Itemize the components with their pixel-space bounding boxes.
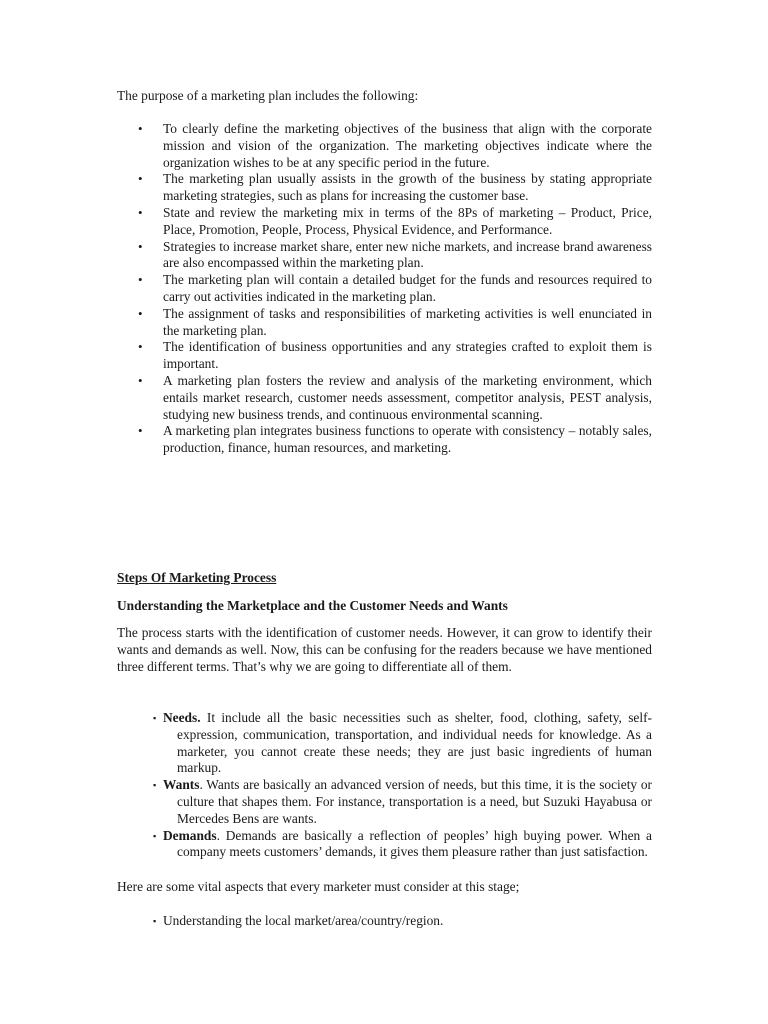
bullet-icon: • <box>138 305 143 321</box>
intro-text: The purpose of a marketing plan includes the following: <box>117 88 419 103</box>
list-item: • A marketing plan integrates business functions to operate with consistency – notably sales, production, finance, human resources, and marketing. <box>138 423 652 456</box>
square-bullet-icon: ▪ <box>153 830 157 841</box>
bullet-icon: • <box>138 423 143 439</box>
list-item: • A marketing plan fosters the review and analysis of the marketing environment, which entails market research, customer needs assessment, competitor analysis, PEST analysis, studying new business trends, and continuous environmental scanning. <box>138 372 652 422</box>
list-item: • The identification of business opportunities and any strategies crafted to exploit them is important. <box>138 339 652 372</box>
list-item: • To clearly define the marketing objectives of the business that align with the corporate mission and vision of the organization. The marketing objectives indicate where the organization wishes to be at any specific period in the future. <box>138 121 652 170</box>
purpose-list <box>138 121 652 457</box>
list-item: • State and review the marketing mix in terms of the 8Ps of marketing – Product, Price, Place, Promotion, People, Process, Physical Evidence, and Performance. <box>138 204 652 237</box>
bullet-icon: • <box>138 339 143 355</box>
square-bullet-icon: ▪ <box>153 713 157 723</box>
square-bullet-icon: ▪ <box>153 780 157 791</box>
term-label: Needs. <box>163 710 201 725</box>
term-label: Demands <box>163 827 217 843</box>
list-item: ▪ Demands. Demands are basically a reflection of peoples’ high buying power. When a company meets customers’ demands, it gives them pleasure rather than just satisfaction. <box>153 827 652 860</box>
list-item: • The marketing plan usually assists in the growth of the business by stating appropriate marketing strategies, such as plans for increasing the customer base. <box>138 171 652 204</box>
steps-heading: Steps Of Marketing Process <box>117 570 277 585</box>
bullet-icon: • <box>138 121 143 136</box>
bullet-icon: • <box>138 372 143 388</box>
section-subheading: Understanding the Marketplace and the Customer Needs and Wants <box>117 598 508 613</box>
list-item: • The assignment of tasks and responsibilities of marketing activities is well enunciated in the marketing plan. <box>138 305 652 338</box>
list-item: ▪ Wants. Wants are basically an advanced version of needs, but this time, it is the society or culture that shapes them. For instance, transportation is a need, but Suzuki Hayabusa or Mercedes Bens are wants. <box>153 777 652 826</box>
list-item: ▪ Understanding the local market/area/country/region. <box>153 913 444 928</box>
terms-list <box>153 710 652 861</box>
bullet-icon: • <box>138 171 143 187</box>
square-bullet-icon: ▪ <box>153 916 157 926</box>
bullet-icon: • <box>138 238 143 254</box>
list-item: • Strategies to increase market share, enter new niche markets, and increase brand awareness are also encompassed within the marketing plan. <box>138 238 652 271</box>
bullet-icon: • <box>138 204 143 220</box>
bullet-icon: • <box>138 272 143 288</box>
process-paragraph: The process starts with the identification of customer needs. However, it can grow to identify their wants and demands as well. Now, this can be confusing for the readers because we have mentioned three different terms. That’s why we are going to differentiate all of them. <box>117 625 652 674</box>
term-label: Wants <box>163 777 200 793</box>
vital-aspects-intro: Here are some vital aspects that every marketer must consider at this stage; <box>117 879 520 894</box>
list-item: ▪ Needs. It include all the basic necessities such as shelter, food, clothing, safety, self-expression, communication, transportation, and individual needs for knowledge. As a marketer, you cannot create these needs; they are just basic ingredients of human markup. <box>153 710 652 776</box>
list-item: • The marketing plan will contain a detailed budget for the funds and resources required to carry out activities indicated in the marketing plan. <box>138 272 652 304</box>
